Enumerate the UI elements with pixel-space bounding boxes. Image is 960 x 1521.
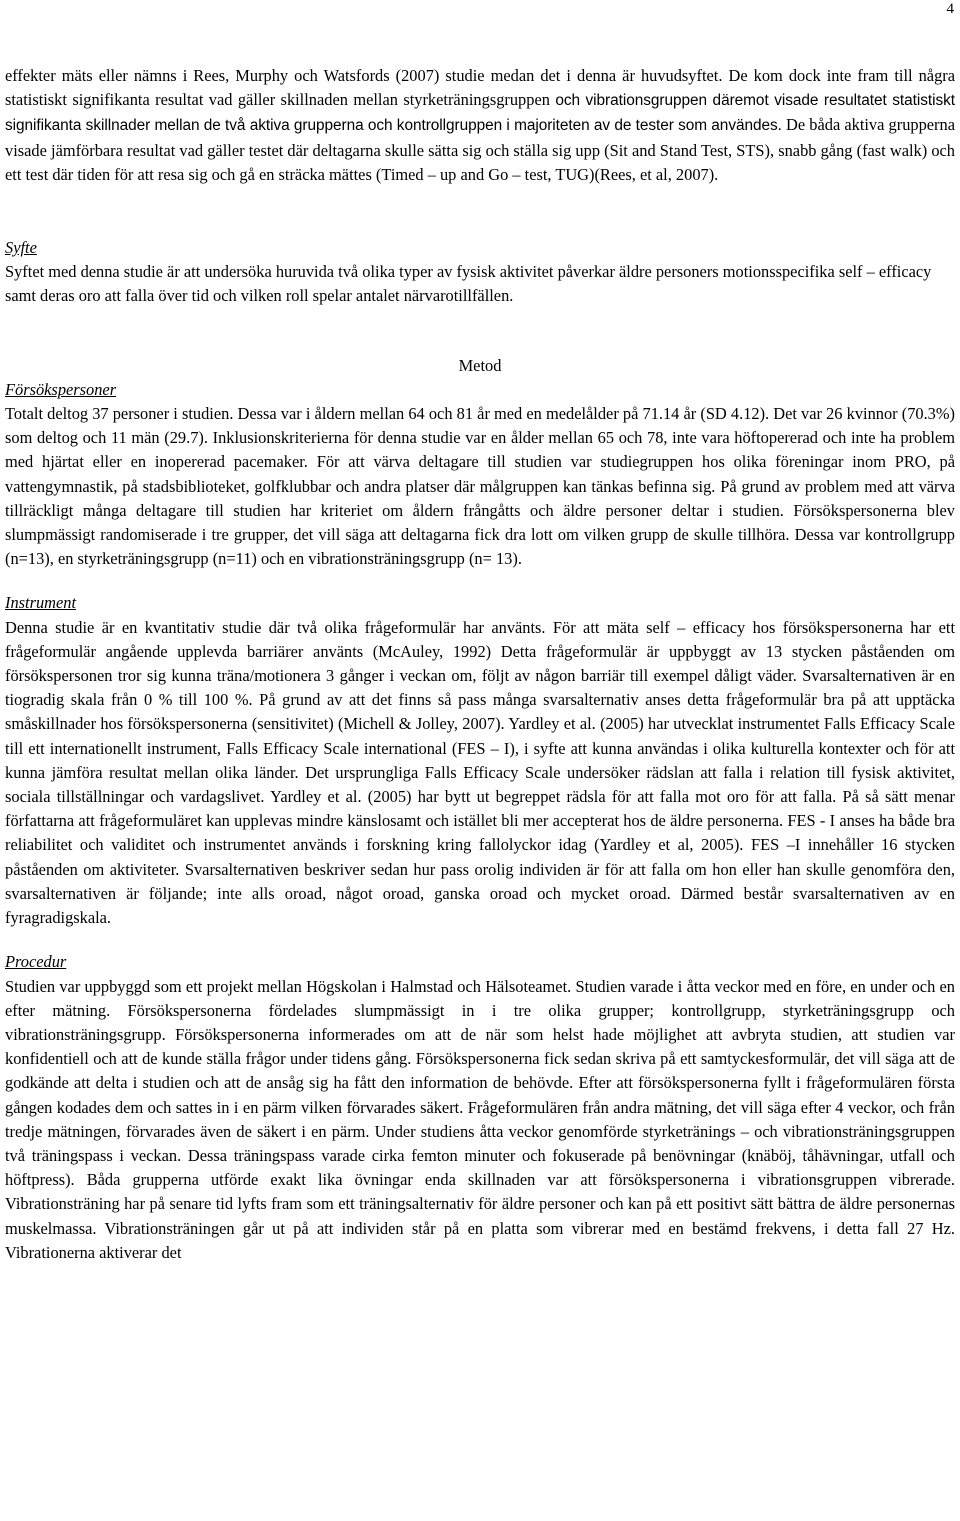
procedur-heading: Procedur <box>5 952 67 972</box>
intro-text-part-2: De båda aktiva grupperna visade jämförbara resultat vad gäller testet där deltagarna skulle sätta sig och ställa sig upp (Sit and Stand Test, STS), snabb gång (fast walk) och ett test där tiden för att resa sig och gå en sträcka mättes (Timed – up and Go – test, TUG)(Rees, et al, 2007). <box>5 115 955 184</box>
procedur-paragraph: Studien var uppbyggd som ett projekt mellan Högskolan i Halmstad och Hälsoteamet. Studien varade i åtta veckor med en före, en under och en efter mätning. Försökspersonerna fördelades slumpmässigt in i tre olika grupper; kontrollgrupp, styrketräningsgrupp och vibrationsträningsgrupp. Försökspersonerna informerades om att de när som helst hade möjlighet att avbryta studien, att studien var konfidentiell och att de kunde ställa frågor under tidens gång. Försökspersonerna fick sedan skriva på ett samtyckesformulär, det vill säga att de godkände att delta i studien och att de ansåg sig ha fått den information de behövde. Efter att försökspersonerna fyllt i frågeformulären första gången kodades dem och sattes in i en pärm vilken förvarades säkert. Frågeformulären från andra mätning, det vill säga efter 4 veckor, och från tredje mätningen, förvarades även de säkert i en pärm. Under studiens åtta veckor genomförde styrketränings – och vibrationsträningsgruppen två träningspass i veckan. Dessa träningspass varade cirka femton minuter och fokuserade på benövningar (knäböj, tåhävningar, utfall och höftpress). Båda grupperna utförde exakt lika övningar enda skillnaden var att försökspersonerna i vibrationsgruppen vibrerade. Vibrationsträning har på senare tid lyfts fram som ett träningsalternativ för äldre personer och kan på ett positivt sätt bättra de äldre personernas muskelmassa. Vibrationsträningen går ut på att individen står på en platta som vibrerar med en bestämd frekvens, i detta fall 27 Hz. Vibrationerna aktiverar det <box>5 976 955 1262</box>
intro-text-sans-part: och vibrationsgruppen däremot visade resultatet statistiskt signifikanta skillnader mellan de två aktiva grupperna och kontrollgruppen i majoriteten av de tester som användes. <box>5 92 956 135</box>
instrument-heading: Instrument <box>5 593 77 613</box>
instrument-paragraph: Denna studie är en kvantitativ studie där två olika frågeformulär har använts. För att mäta self – efficacy hos försökspersonerna har ett frågeformulär angående upplevda barriärer använts (McAuley, 1992) Detta frågeformulär är uppbyggt av 13 stycken påståenden om försökspersonen tror sig kunna träna/motionera 3 gånger i veckan om, följt av någon barriär till exempel dåligt väder. Svarsalternativen är en tiogradig skala från 0 % till 100 %. På grund av att det finns så pass många svarsalternativ anses detta frågeformulär bra på att upptäcka småskillnader hos försökspersonerna (sensitivitet) (Michell & Jolley, 2007). Yardley et al. (2005) har utvecklat instrumentet Falls Efficacy Scale till ett internationellt instrument, Falls Efficacy Scale international (FES – I), i syfte att kunna användas i olika kulturella kontexter och för att kunna jämföra resultat mellan olika länder. Det ursprungliga Falls Efficacy Scale undersöker rädslan att falla i relation till fysisk aktivitet, sociala tillställningar och vardagslivet. Yardley et al. (2005) har bytt ut begreppet rädsla för att falla mot oro för att falla. På så sätt menar författarna att frågeformuläret kan upplevas mindre känslosamt och istället bli mer accepterat hos de äldre personerna. FES - I anses ha både bra reliabilitet och validitet och instrumentet används i forskning kring fallolyckor idag (Yardley et al, 2005). FES –I innehåller 16 stycken påståenden om aktiviteter. Svarsalternativen beskriver sedan hur pass orolig individen är för att falla om hon eller han skulle genomföra den, svarsalternativen är följande; inte alls oroad, något oroad, ganska oroad och mycket oroad. Därmed består svarsalternativen av en fyragradigskala. <box>5 617 955 928</box>
intro-text-part-1: effekter mäts eller nämns i Rees, Murphy och Watsfords (2007) studie medan det i denna är huvudsyftet. De kom dock inte fram till några statistiskt signifikanta resultat vad gäller skillnaden mellan styrketräningsgruppen <box>5 66 955 110</box>
spacer <box>5 187 955 236</box>
intro-paragraph <box>5 64 955 187</box>
syfte-heading: Syfte <box>5 238 37 258</box>
forsokspersoner-paragraph: Totalt deltog 37 personer i studien. Dessa var i åldern mellan 64 och 81 år med en medelålder på 71.14 år (SD 4.12). Det var 26 kvinnor (70.3%) som deltog och 11 män (29.7). Inklusionskriterierna för denna studie var en ålder mellan 65 och 78, inte vara höftopererad och inte ha problem med hjärtat eller en inopererad pacemaker. För att värva deltagare till studien var studiegruppen hos olika föreningar inom PRO, på vattengymnastik, på stadsbiblioteket, golfklubbar och andra platser där målgruppen kan tänkas befinna sig. På grund av problem med att värva tillräckligt många deltagare till studien har kriteriet om åldern frångåtts och äldre personer deltar i studien. Försökspersonerna blev slumpmässigt randomiserade i tre grupper, det vill säga att deltagarna fick dra lott om vilken grupp de skulle tillhöra. Dessa var kontrollgrupp (n=13), en styrketräningsgrupp (n=11) och en vibrationsträningsgrupp (n= 13). <box>5 404 955 569</box>
page-number: 4 <box>946 1 954 17</box>
document-body <box>5 64 955 1265</box>
spacer <box>5 309 955 354</box>
forsokspersoner-heading: Försökspersoner <box>5 379 117 399</box>
spacer <box>5 930 955 950</box>
spacer <box>5 571 955 591</box>
metod-heading: Metod <box>458 355 502 375</box>
syfte-paragraph: Syftet med denna studie är att undersöka huruvida två olika typer av fysisk aktivitet påverkar äldre personers motionsspecifika self – efficacy samt deras oro att falla över tid och vilken roll spelar antalet närvarotillfällen. <box>5 262 932 306</box>
